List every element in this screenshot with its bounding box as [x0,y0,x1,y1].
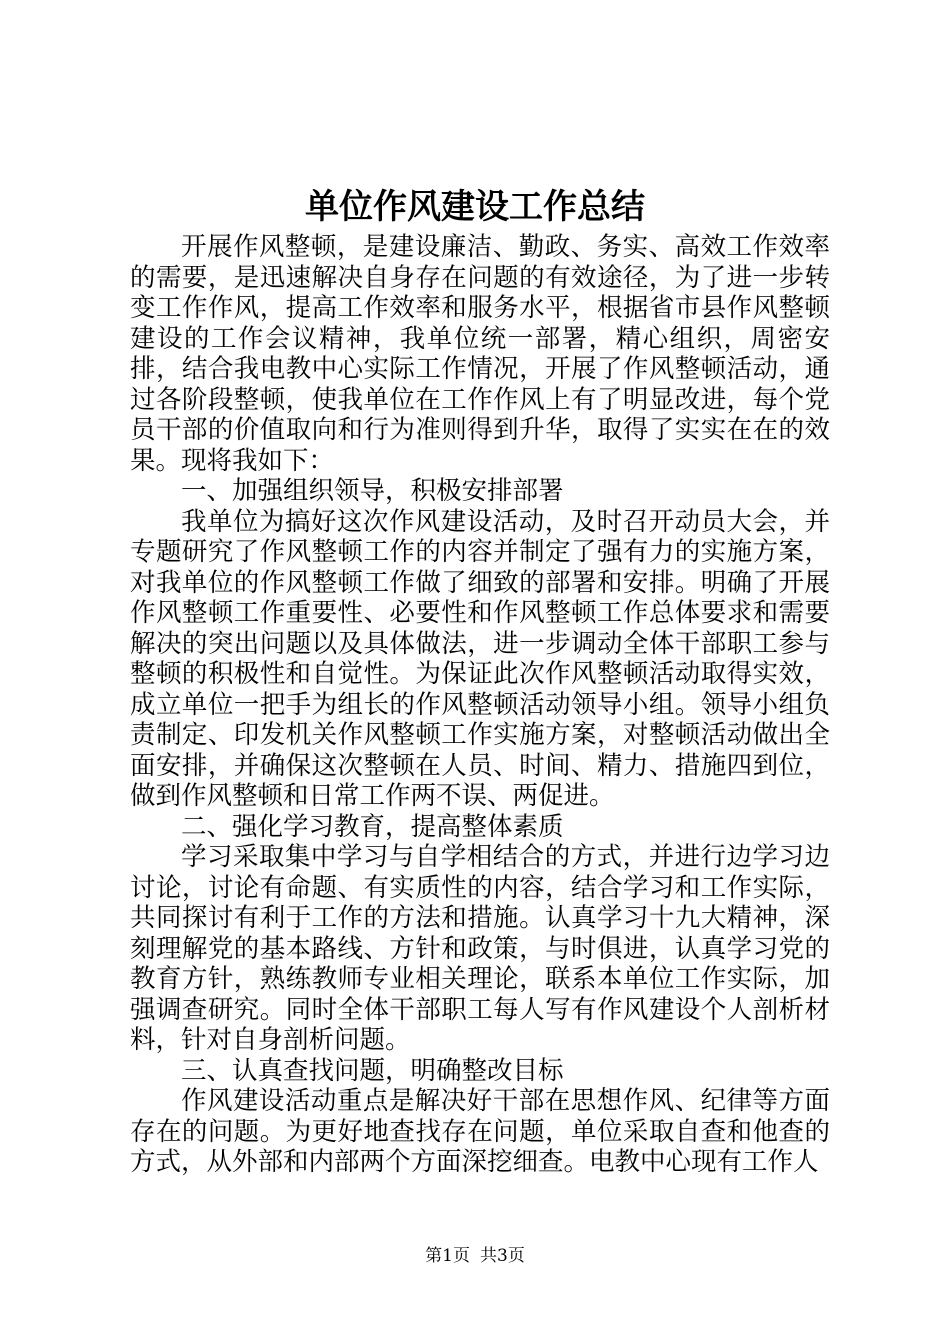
paragraph-section-3: 作风建设活动重点是解决好干部在思想作风、纪律等方面存在的问题。为更好地查找存在问题，单位采取自查和他查的方式，从外部和内部两个方面深挖细查。电教中心现有工作人 [130,1086,830,1177]
page-footer [0,1245,950,1267]
paragraph-section-1: 我单位为搞好这次作风建设活动，及时召开动员大会，并专题研究了作风整顿工作的内容并制定了强有力的实施方案，对我单位的作风整顿工作做了细致的部署和安排。明确了开展作风整顿工作重要性、必要性和作风整顿工作总体要求和需要解决的突出问题以及具体做法，进一步调动全体干部职工参与整顿的积极性和自觉性。为保证此次作风整顿活动取得实效，成立单位一把手为组长的作风整顿活动领导小组。领导小组负责制定、印发机关作风整顿工作实施方案，对整顿活动做出全面安排，并确保这次整顿在人员、时间、精力、措施四到位，做到作风整顿和日常工作两不误、两促进。 [130,506,830,811]
page-number-current: 第1页 [425,1246,470,1266]
paragraph-section-2: 学习采取集中学习与自学相结合的方式，并进行边学习边讨论，讨论有命题、有实质性的内容，结合学习和工作实际，共同探讨有利于工作的方法和措施。认真学习十九大精神，深刻理解党的基本路线、方针和政策，与时俱进，认真学习党的教育方针，熟练教师专业相关理论，联系本单位工作实际，加强调查研究。同时全体干部职工每人写有作风建设个人剖析材料，针对自身剖析问题。 [130,842,830,1055]
section-heading-2: 二、强化学习教育，提高整体素质 [181,811,564,842]
page-number-total: 共3页 [480,1246,525,1266]
document-title: 单位作风建设工作总结 [305,187,645,227]
section-heading-1: 一、加强组织领导，积极安排部署 [181,476,564,506]
section-heading-3: 三、认真查找问题，明确整改目标 [181,1055,564,1086]
paragraph-intro: 开展作风整顿，是建设廉洁、勤政、务实、高效工作效率的需要，是迅速解决自身存在问题的有效途径，为了进一步转变工作作风，提高工作效率和服务水平，根据省市县作风整顿建设的工作会议精神，我单位统一部署，精心组织，周密安排，结合我电教中心实际工作情况，开展了作风整顿活动，通过各阶段整顿，使我单位在工作作风上有了明显改进，每个党员干部的价值取向和行为准则得到升华，取得了实实在在的效果。现将我如下： [130,232,830,476]
document-body [130,232,830,1178]
